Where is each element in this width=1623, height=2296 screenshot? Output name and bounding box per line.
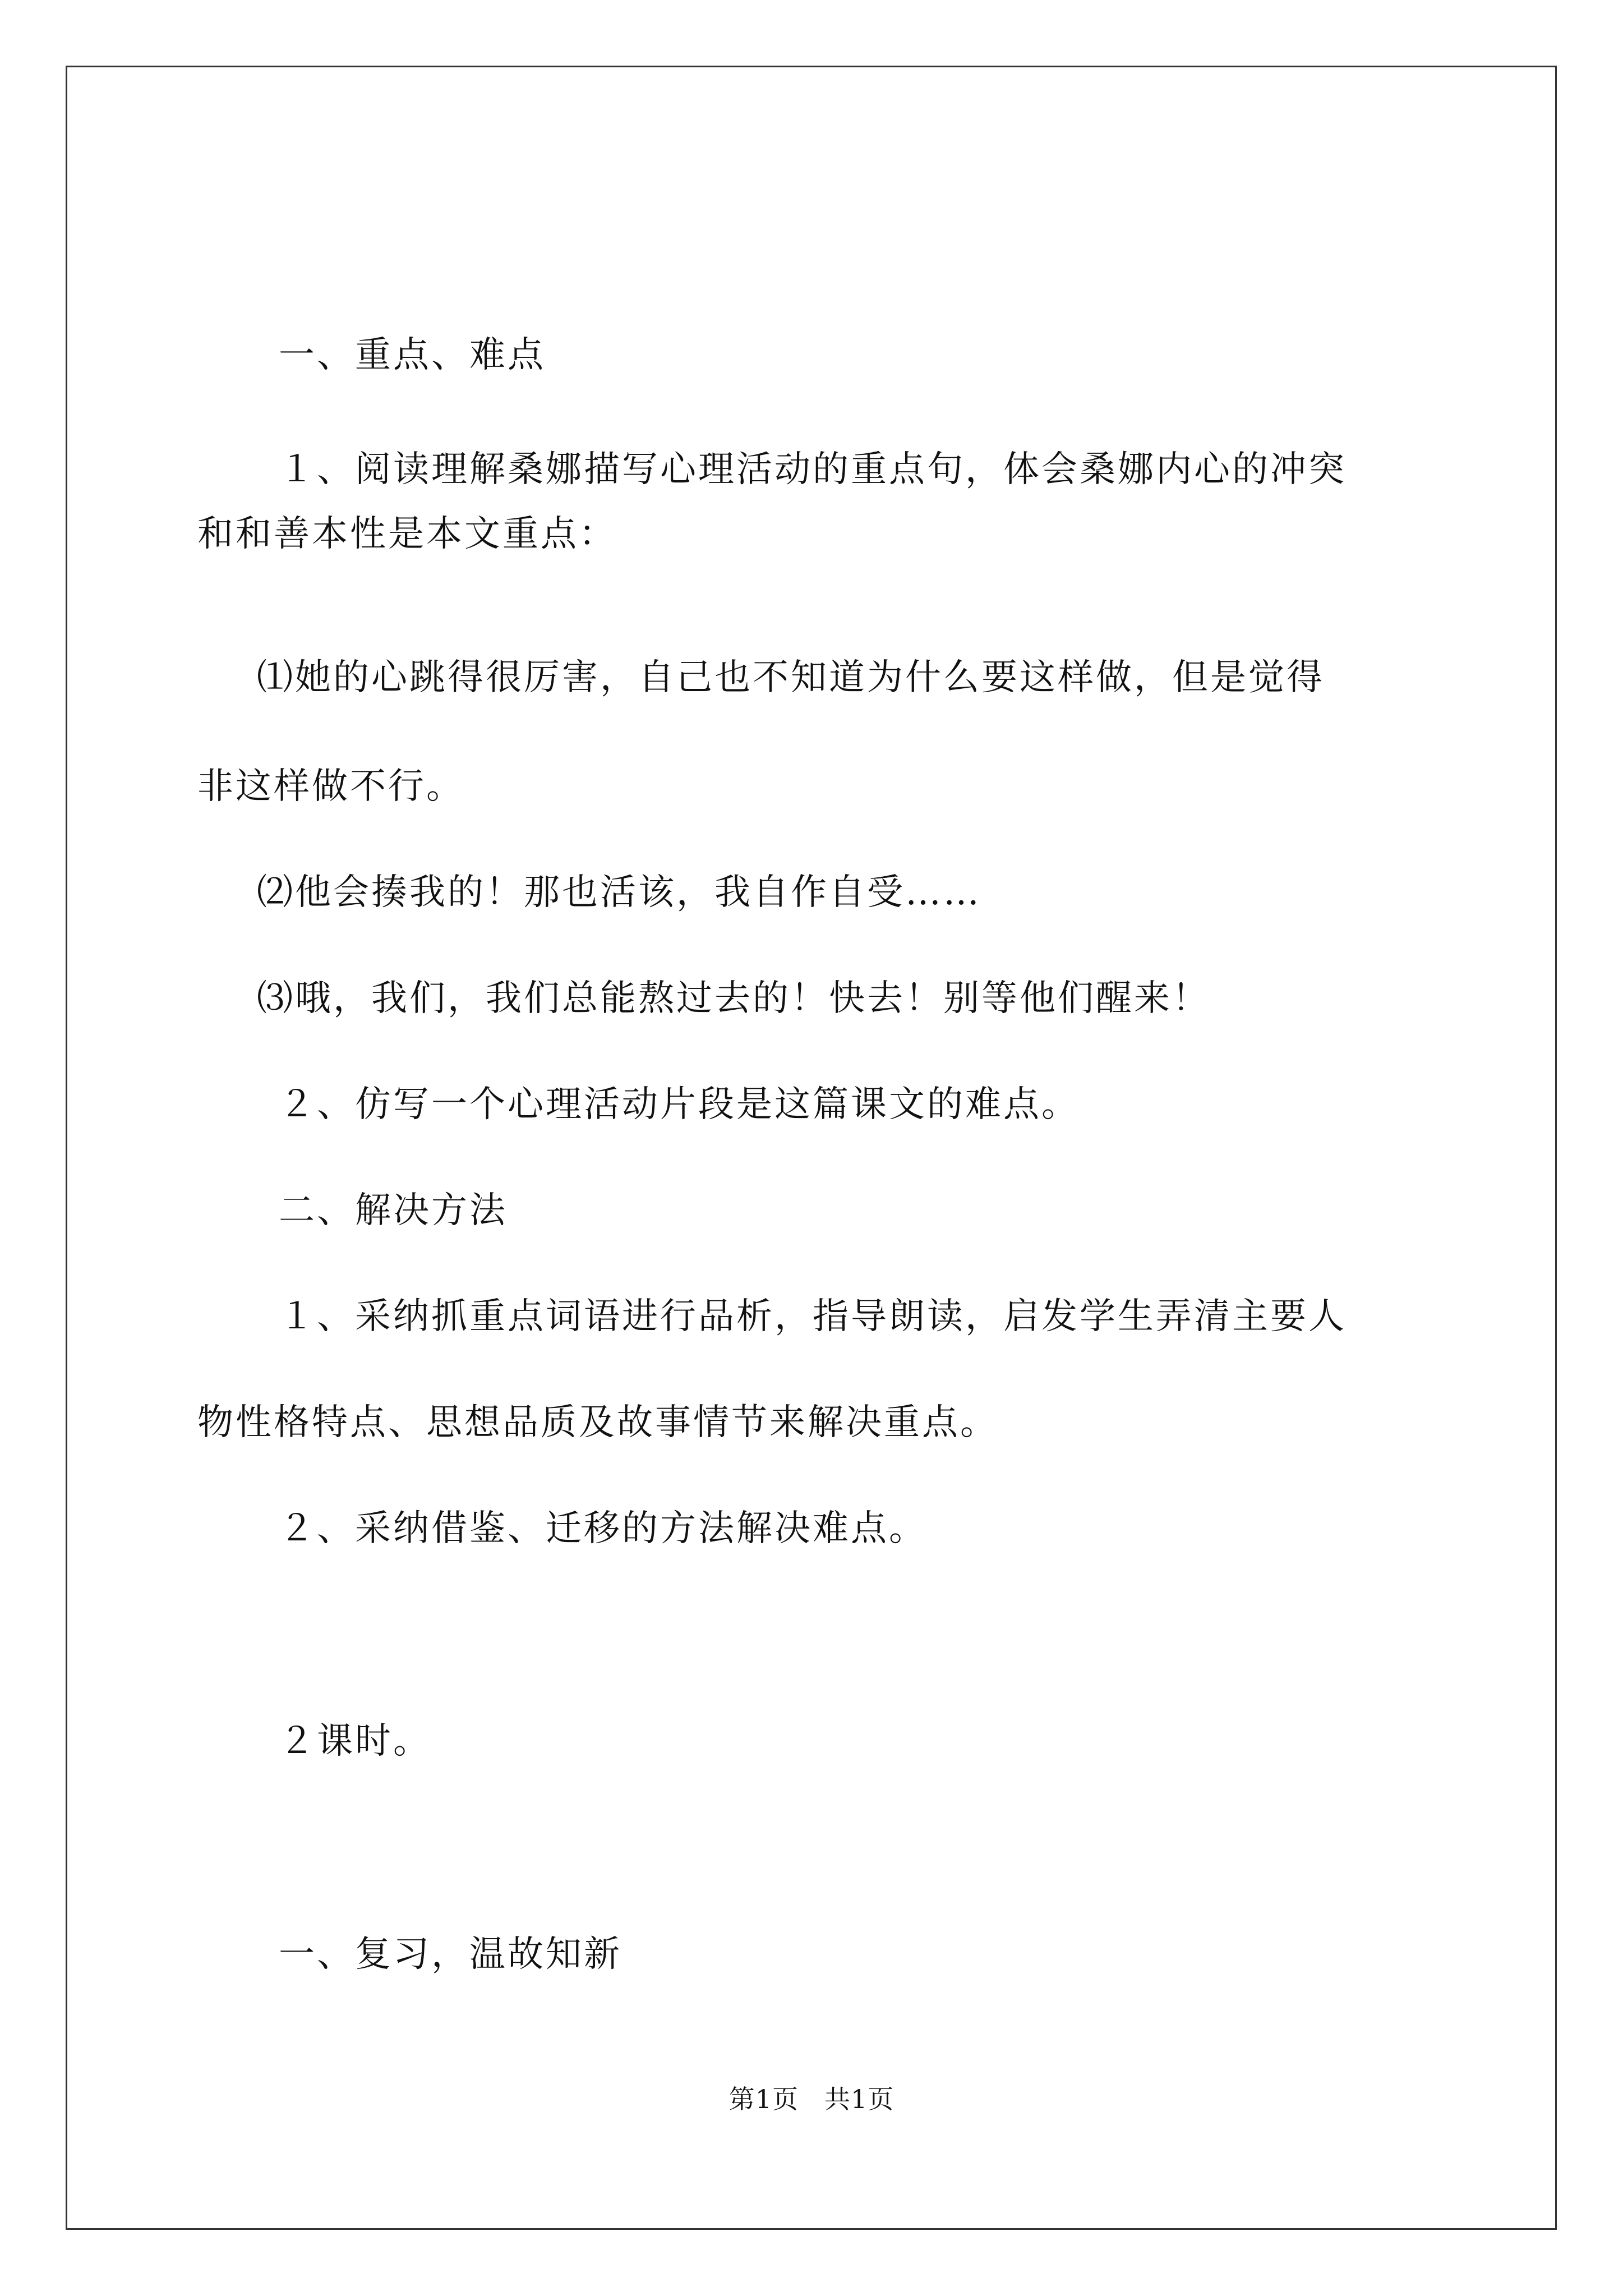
class-hours: ２课时。 bbox=[279, 1720, 431, 1762]
heading-solutions: 二、解决方法 bbox=[279, 1190, 508, 1231]
page-footer bbox=[0, 2082, 1623, 2116]
paragraph-line: 和和善本性是本文重点： bbox=[197, 513, 617, 555]
paragraph-line: 物性格特点、思想品质及故事情节来解决重点。 bbox=[197, 1402, 998, 1443]
page-border bbox=[66, 66, 1557, 2230]
paragraph-line: ２、仿写一个心理活动片段是这篇课文的难点。 bbox=[279, 1084, 1080, 1125]
quote-line-3: ⑶哦，我们，我们总能熬过去的！快去！别等他们醒来！ bbox=[257, 978, 1210, 1019]
page-total: 共1页 bbox=[824, 2084, 895, 2114]
page-number: 第1页 bbox=[728, 2084, 799, 2114]
heading-key-points: 一、重点、难点 bbox=[279, 334, 546, 376]
paragraph-line: 非这样做不行。 bbox=[197, 766, 464, 807]
paragraph-line: １、阅读理解桑娜描写心理活动的重点句，体会桑娜内心的冲突 bbox=[279, 449, 1347, 490]
heading-review: 一、复习，温故知新 bbox=[279, 1934, 622, 1975]
quote-line-1: ⑴她的心跳得很厉害，自己也不知道为什么要这样做，但是觉得 bbox=[257, 657, 1325, 698]
paragraph-line: ２、采纳借鉴、迁移的方法解决难点。 bbox=[279, 1508, 927, 1549]
quote-line-2: ⑵他会揍我的！那也活该，我自作自受…… bbox=[257, 872, 981, 913]
paragraph-line: １、采纳抓重点词语进行品析，指导朗读，启发学生弄清主要人 bbox=[279, 1296, 1347, 1337]
